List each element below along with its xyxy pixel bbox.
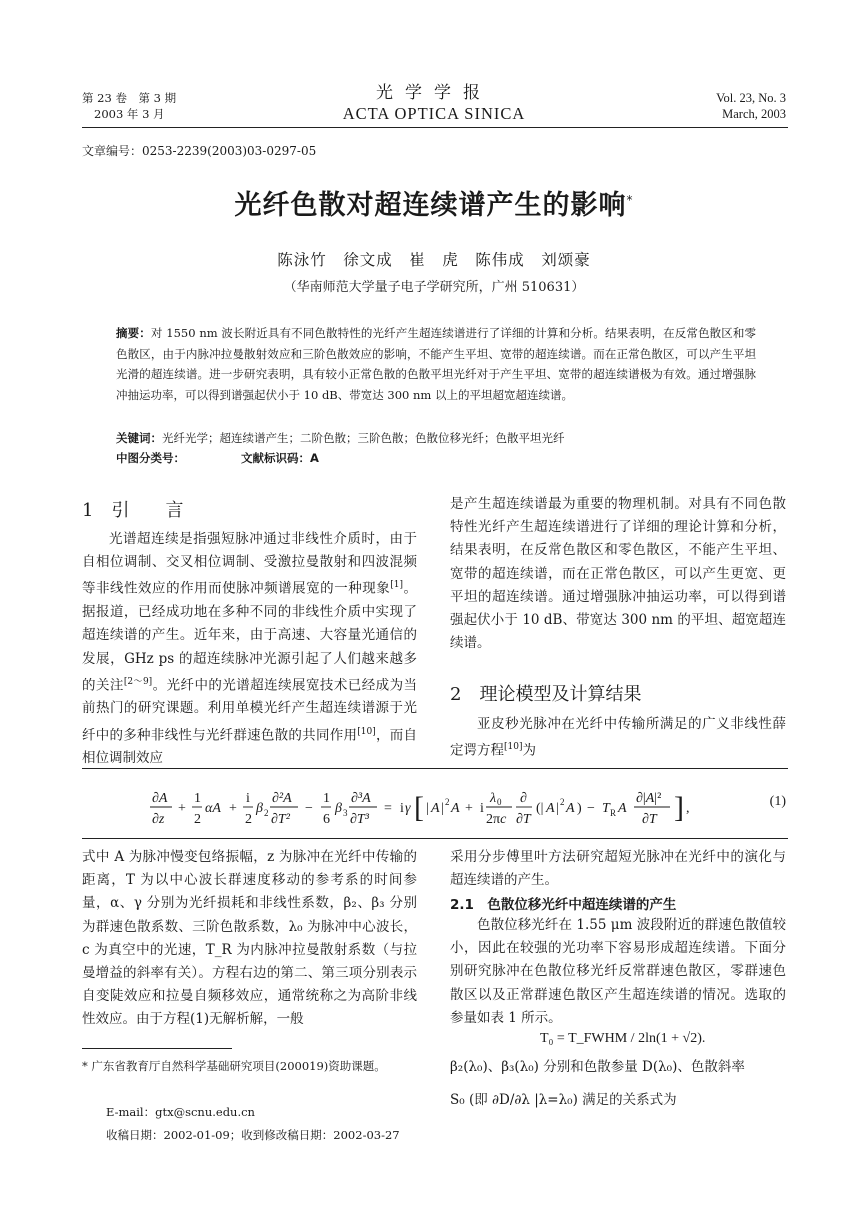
- svg-text:∂T: ∂T: [642, 812, 657, 827]
- section-1-heading: 1 引 言: [82, 500, 184, 521]
- svg-text:∂z: ∂z: [152, 812, 165, 827]
- svg-text:∂T³: ∂T³: [350, 812, 369, 827]
- subsection-2-1-heading: 2.1 色散位移光纤中超连续谱的产生: [450, 897, 677, 913]
- svg-text:∂: ∂: [520, 791, 527, 806]
- sec1-text-d: ，而自相位调制效应: [82, 727, 418, 767]
- keywords-block: [116, 428, 776, 468]
- svg-text:,: ,: [686, 801, 690, 816]
- abstract-label: 摘要：: [116, 326, 151, 340]
- header-volume-en: [586, 90, 786, 122]
- volume-issue-cn: 第 23 卷 第 3 期: [82, 91, 177, 105]
- svg-text:6: 6: [323, 812, 330, 827]
- svg-text:αA: αA: [205, 801, 221, 816]
- svg-text:∂³A: ∂³A: [351, 791, 371, 806]
- svg-text:i: i: [246, 791, 250, 806]
- header-journal: [300, 82, 568, 124]
- svg-text:∂²A: ∂²A: [272, 791, 292, 806]
- date-cn: 2003 年 3 月: [94, 107, 165, 121]
- svg-text:3: 3: [343, 808, 348, 818]
- sec2-intro-end: 为: [522, 742, 536, 759]
- equation-explanation: 式中 A 为脉冲慢变包络振幅，z 为脉冲在光纤中传输的距离，T 为以中心波长群速度移动的参考系的时间参量，α、γ 分别为光纤损耗和非线性系数，β₂、β₃ 分别为群速色散系数、三阶色散系数，λ₀ 为脉冲中心波长，c 为真空中的光速，T_R 为内脉冲拉曼散射系数（与拉曼增益的斜率有关）。方程右边的第二、第三项分别表示自变陡效应和拉曼自频移效应，通常统称之为高阶非线性效应。由于方程(1)无解析解，一般: [82, 849, 417, 1028]
- equation-rule-bottom: [82, 838, 788, 839]
- sec2-intro-text: 亚皮秒光脉冲在光纤中传输所满足的广义非线性薛定谔方程: [450, 716, 786, 759]
- svg-text:T: T: [602, 801, 610, 816]
- svg-text:(|: (|: [536, 801, 544, 816]
- svg-text:R: R: [610, 808, 617, 818]
- classification-line: [116, 448, 776, 468]
- citation-2-9: [2～9]: [123, 676, 153, 687]
- sec1-text-b: 。据报道，已经成功地在多种不同的非线性介质中实现了超连续谱的产生。近年来，由于高速、大容量光通信的发展，GHz ps 的超连续脉冲光源引起了人们越来越多的关注: [82, 580, 418, 694]
- svg-text:−: −: [305, 801, 313, 816]
- svg-text:+: +: [229, 801, 237, 816]
- abstract-text: 对 1550 nm 波长附近具有不同色散特性的光纤产生超连续谱进行了详细的计算和分析。结果表明，在反常色散区和零色散区，由于内脉冲拉曼散射效应和三阶色散效应的影响，不能产生平坦、宽带的超连续谱。而在正常色散区，可以产生平坦光滑的超连续谱。进一步研究表明，具有较小正常色散的色散平坦光纤对于产生平坦、宽带的超连续谱极为有效。通过增强脉冲抽运功率，可以得到谱强起伏小于 10 dB、带宽达 300 nm 以上的平坦超宽超连续谱。: [116, 326, 756, 402]
- header-rule: [82, 127, 788, 128]
- paper-title-text: 光纤色散对超连续谱产生的影响: [234, 190, 627, 221]
- svg-text:+: +: [465, 801, 473, 816]
- clc-label: 中图分类号：: [116, 451, 185, 465]
- svg-text:|: |: [426, 801, 429, 816]
- abstract: [116, 323, 756, 405]
- svg-text:|: |: [556, 801, 559, 816]
- paper-title: [0, 183, 868, 222]
- section-1-paragraph: [82, 528, 417, 771]
- svg-text:A: A: [546, 801, 555, 816]
- svg-text:−: −: [587, 801, 595, 816]
- svg-text:]: ]: [674, 791, 684, 824]
- svg-text:A: A: [431, 801, 440, 816]
- subsection-2-1-paragraph: 色散位移光纤在 1.55 μm 波段附近的群速色散值较小，因此在较强的光功率下容易形成超连续谱。下面分别研究脉冲在色散位移光纤反常群速色散区，零群速色散区以及正常群速色散区产生超连续谱的情况。选取的参量如表 1 所示。: [450, 917, 786, 1026]
- equation-1-number: (1): [769, 794, 786, 809]
- svg-text:i: i: [480, 801, 484, 816]
- journal-name-cn: 光学学报: [376, 83, 492, 103]
- equation-1: [150, 786, 790, 830]
- svg-text:A: A: [618, 801, 627, 816]
- svg-text:): ): [577, 801, 582, 816]
- equation-rule-top: [82, 768, 788, 769]
- section-2-heading: 2 理论模型及计算结果: [450, 684, 642, 705]
- journal-name-en: ACTA OPTICA SINICA: [342, 104, 526, 123]
- svg-text:2πc: 2πc: [486, 812, 507, 827]
- title-footnote-mark: *: [626, 193, 634, 207]
- svg-text:|: |: [441, 801, 444, 816]
- svg-text:[: [: [414, 791, 424, 824]
- svg-text:γ: γ: [405, 801, 411, 816]
- doc-code: 文献标识码：A: [241, 451, 319, 465]
- section-2-intro: [450, 713, 786, 763]
- section-2-method: 采用分步傅里叶方法研究超短光脉冲在光纤中的演化与超连续谱的产生。: [450, 849, 786, 889]
- svg-text:2: 2: [560, 797, 565, 807]
- svg-text:1: 1: [194, 791, 201, 806]
- citation-10b: [10]: [504, 742, 523, 753]
- svg-text:i: i: [400, 801, 404, 816]
- svg-text:β: β: [335, 801, 342, 816]
- formula-t0: T₀ = T_FWHM / 2ln(1 + √2).: [540, 1031, 706, 1046]
- svg-text:A: A: [566, 801, 575, 816]
- section-1-paragraph-cont: 是产生超连续谱最为重要的物理机制。对具有不同色散特性光纤产生超连续谱进行了详细的理论计算和分析，结果表明，在反常色散区和零色散区，不能产生平坦、宽带的超连续谱，而在正常色散区，可以产生更宽、更平坦的超连续谱。通过增强脉冲抽运功率，可以得到谱强起伏小于 10 dB、带宽达 300 nm 的平坦、超宽超连续谱。: [450, 496, 786, 652]
- svg-text:2: 2: [264, 808, 269, 818]
- citation-10: [10]: [357, 726, 376, 737]
- svg-text:2: 2: [445, 797, 450, 807]
- author-list: 陈泳竹 徐文成 崔 虎 陈伟成 刘颂豪: [277, 251, 591, 269]
- footnote-funding: * 广东省教育厅自然科学基础研究项目(200019)资助课题。: [82, 1059, 386, 1073]
- article-number: 文章编号：0253-2239(2003)03-0297-05: [82, 144, 317, 158]
- svg-text:2: 2: [245, 812, 252, 827]
- citation-1: [1]: [390, 580, 403, 591]
- svg-text:=: =: [384, 801, 392, 816]
- svg-text:+: +: [178, 801, 186, 816]
- sec1-text-a: 光谱超连续是指强短脉冲通过非线性介质时，由于自相位调制、交叉相位调制、受激拉曼散射和四波混频等非线性效应的作用而使脉冲频谱展宽的一种现象: [82, 531, 417, 597]
- svg-text:∂T²: ∂T²: [271, 812, 290, 827]
- svg-text:∂A: ∂A: [152, 791, 168, 806]
- keywords-text: 光纤光学；超连续谱产生；二阶色散；三阶色散；色散位移光纤；色散平坦光纤: [162, 431, 565, 445]
- header-volume-cn: [82, 90, 282, 122]
- svg-text:∂T: ∂T: [516, 812, 531, 827]
- footnote-dates: 收稿日期：2002-01-09；收到修改稿日期：2002-03-27: [106, 1128, 400, 1142]
- dispersion-line-1: β₂(λ₀)、β₃(λ₀) 分别和色散参量 D(λ₀)、色散斜率: [450, 1059, 745, 1075]
- footnote-rule: [82, 1048, 232, 1049]
- dispersion-relation-text: [450, 1056, 786, 1112]
- svg-text:2: 2: [194, 812, 201, 827]
- volume-issue-en: Vol. 23, No. 3: [716, 91, 786, 105]
- svg-text:∂|A|²: ∂|A|²: [636, 791, 662, 806]
- keywords-line: [116, 428, 776, 448]
- date-en: March, 2003: [722, 107, 786, 121]
- svg-text:λ: λ: [490, 791, 497, 806]
- sec1-text-c: 。光纤中的光谱超连续展宽技术已经成为当前热门的研究课题。利用单模光纤产生超连续谱源于光纤中的多种非线性与光纤群速色散的共同作用: [82, 677, 418, 744]
- svg-text:β: β: [256, 801, 263, 816]
- affiliation: （华南师范大学量子电子学研究所，广州 510631）: [283, 280, 585, 295]
- footnote-email: E-mail：gtx@scnu.edu.cn: [106, 1105, 255, 1119]
- svg-text:A: A: [451, 801, 460, 816]
- svg-text:1: 1: [323, 791, 330, 806]
- keywords-label: 关键词：: [116, 431, 162, 445]
- svg-text:0: 0: [497, 797, 502, 807]
- equation-1-graphic: [150, 786, 770, 832]
- dispersion-line-2: S₀ (即 ∂D/∂λ |λ=λ₀) 满足的关系式为: [450, 1092, 677, 1109]
